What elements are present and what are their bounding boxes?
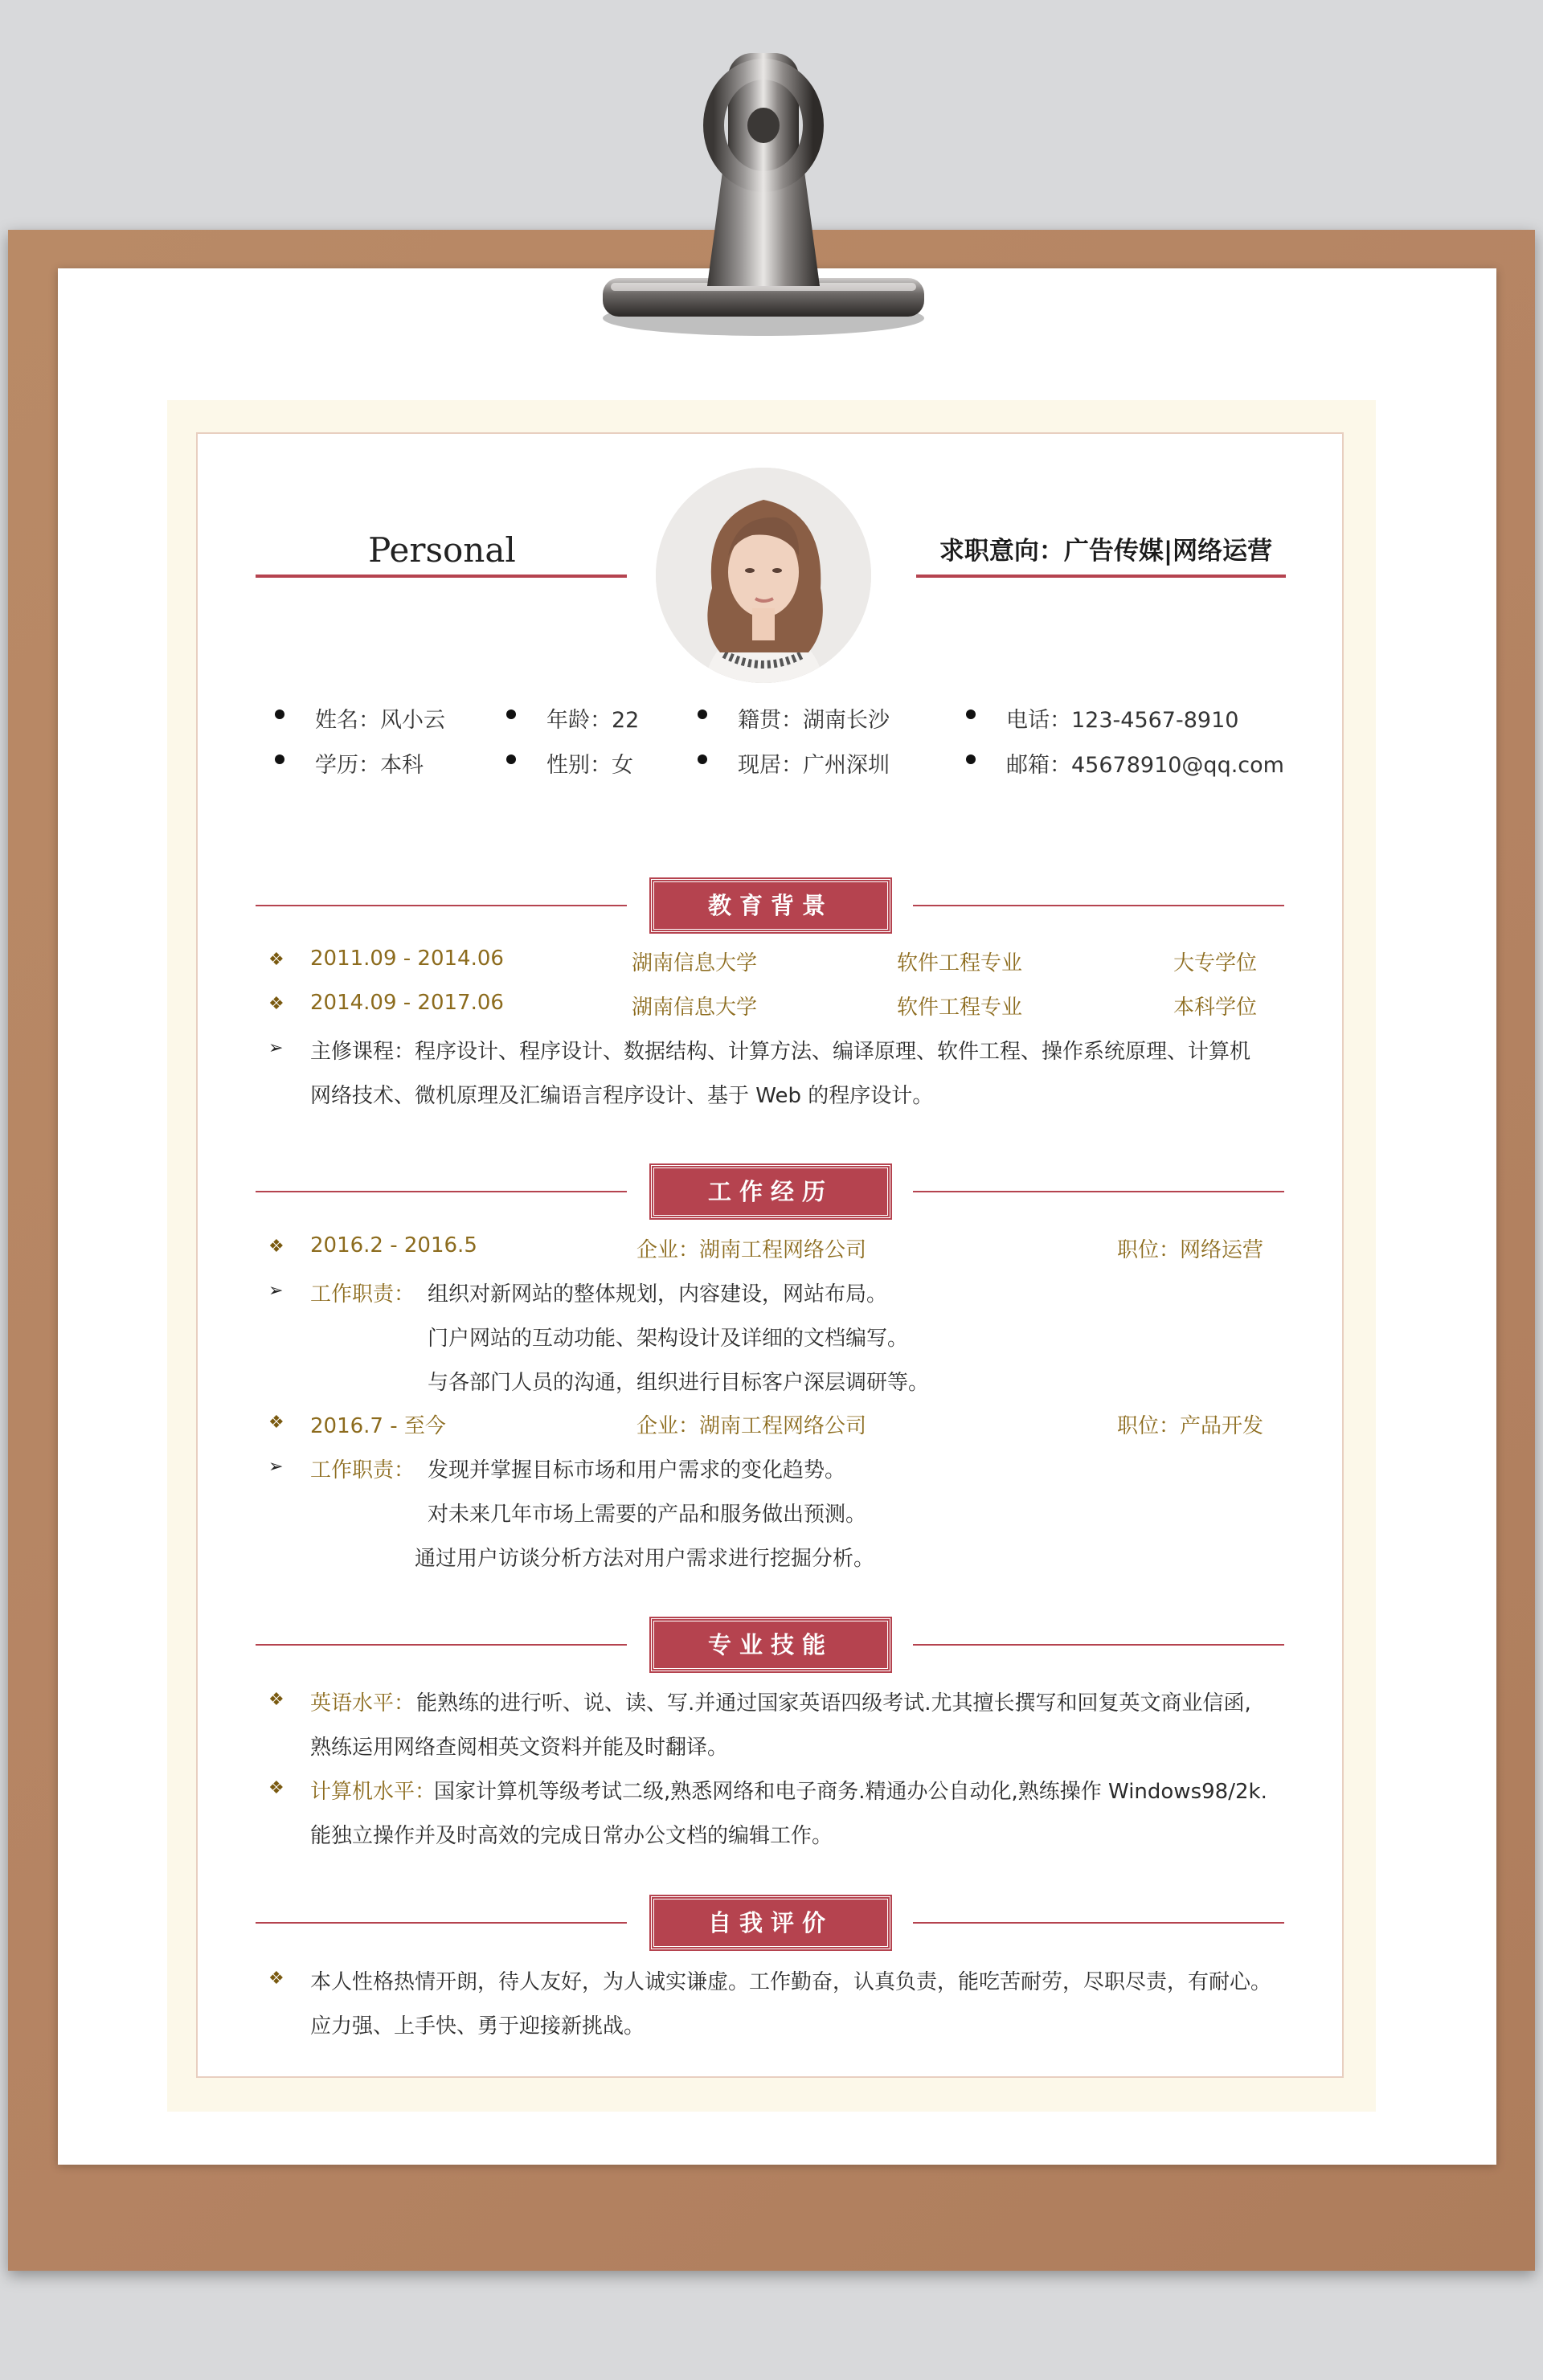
edu-school: 湖南信息大学 bbox=[632, 951, 758, 975]
skill-computer-line2: 能独立操作并及时高效的完成日常办公文档的编辑工作。 bbox=[310, 1824, 833, 1848]
info-residence: 现居：广州深圳 bbox=[738, 753, 890, 778]
section-line bbox=[256, 1644, 627, 1646]
diamond-cluster-icon: ❖ bbox=[268, 1237, 284, 1257]
info-gender: 性别：女 bbox=[546, 753, 633, 778]
diamond-cluster-icon: ❖ bbox=[268, 1778, 284, 1798]
section-line bbox=[913, 1644, 1284, 1646]
edu-period: 2014.09 - 2017.06 bbox=[310, 991, 504, 1015]
edu-major: 软件工程专业 bbox=[897, 996, 1023, 1020]
job-duty: 与各部门人员的沟通，组织进行目标客户深层调研等。 bbox=[428, 1371, 930, 1395]
job-duty-label: 工作职责： bbox=[310, 1458, 415, 1482]
diamond-cluster-icon: ❖ bbox=[268, 1969, 284, 1989]
edu-major: 软件工程专业 bbox=[897, 951, 1023, 975]
skill-english-label: 英语水平： bbox=[310, 1691, 415, 1715]
avatar bbox=[656, 468, 871, 683]
bullet-dot bbox=[275, 710, 284, 719]
info-email: 邮箱：45678910@qq.com bbox=[1006, 753, 1284, 778]
edu-degree: 本科学位 bbox=[1173, 996, 1258, 1020]
diamond-cluster-icon: ❖ bbox=[268, 1690, 284, 1710]
arrow-right-icon: ➢ bbox=[268, 1457, 284, 1477]
job-duty: 发现并掌握目标市场和用户需求的变化趋势。 bbox=[428, 1458, 846, 1482]
section-line bbox=[913, 905, 1284, 906]
diamond-cluster-icon: ❖ bbox=[268, 994, 284, 1014]
skill-english-line2: 熟练运用网络查阅相英文资料并能及时翻译。 bbox=[310, 1736, 729, 1760]
bullet-dot bbox=[698, 754, 707, 764]
skill-computer-label: 计算机水平： bbox=[310, 1780, 436, 1804]
bullet-dot bbox=[966, 710, 976, 719]
job-company: 企业：湖南工程网络公司 bbox=[636, 1414, 867, 1438]
section-line bbox=[913, 1922, 1284, 1924]
edu-courses-line1: 主修课程：程序设计、程序设计、数据结构、计算方法、编译原理、软件工程、操作系统原理、计算机 bbox=[310, 1040, 1251, 1064]
skill-computer-line1: 国家计算机等级考试二级,熟悉网络和电子商务.精通办公自动化,熟练操作 Windows98/2k. bbox=[434, 1780, 1267, 1804]
binder-clip-icon bbox=[579, 45, 948, 350]
edu-period: 2011.09 - 2014.06 bbox=[310, 947, 504, 971]
job-company: 企业：湖南工程网络公司 bbox=[636, 1238, 867, 1262]
edu-school: 湖南信息大学 bbox=[632, 996, 758, 1020]
job-intent: 求职意向：广告传媒|网络运营 bbox=[939, 537, 1273, 566]
self-eval-line2: 应力强、上手快、勇于迎接新挑战。 bbox=[310, 2014, 645, 2039]
section-title-self-eval: 自我评价 bbox=[651, 1896, 890, 1949]
job-duty: 组织对新网站的整体规划，内容建设，网站布局。 bbox=[428, 1282, 888, 1307]
info-hometown: 籍贯：湖南长沙 bbox=[738, 708, 890, 733]
section-line bbox=[256, 905, 627, 906]
section-title-work: 工作经历 bbox=[651, 1165, 890, 1218]
diamond-cluster-icon: ❖ bbox=[268, 1413, 284, 1433]
info-education: 学历：本科 bbox=[315, 753, 424, 778]
portrait-photo bbox=[656, 468, 871, 683]
section-title-skills: 专业技能 bbox=[651, 1618, 890, 1671]
job-duty: 门户网站的互动功能、架构设计及详细的文档编写。 bbox=[428, 1327, 909, 1351]
bullet-dot bbox=[506, 754, 516, 764]
self-eval-line1: 本人性格热情开朗，待人友好，为人诚实谦虚。工作勤奋，认真负责，能吃苦耐劳，尽职尽责，有耐心。 bbox=[310, 1970, 1272, 1994]
bullet-dot bbox=[506, 710, 516, 719]
bullet-dot bbox=[275, 754, 284, 764]
info-phone: 电话：123-4567-8910 bbox=[1006, 708, 1239, 733]
bullet-dot bbox=[966, 754, 976, 764]
section-title-education: 教育背景 bbox=[651, 879, 890, 932]
job-duty-label: 工作职责： bbox=[310, 1282, 415, 1307]
job-position: 职位：网络运营 bbox=[1117, 1238, 1264, 1262]
info-age: 年龄：22 bbox=[546, 708, 640, 733]
edu-degree: 大专学位 bbox=[1173, 951, 1258, 975]
heading-underline-left bbox=[256, 575, 627, 578]
bullet-dot bbox=[698, 710, 707, 719]
heading-underline-right bbox=[916, 575, 1286, 578]
personal-heading: Personal bbox=[368, 530, 516, 570]
job-period: 2016.2 - 2016.5 bbox=[310, 1233, 477, 1257]
section-line bbox=[256, 1922, 627, 1924]
info-name: 姓名：风小云 bbox=[315, 708, 445, 733]
job-duty: 对未来几年市场上需要的产品和服务做出预测。 bbox=[428, 1503, 867, 1527]
edu-courses-line2: 网络技术、微机原理及汇编语言程序设计、基于 Web 的程序设计。 bbox=[310, 1084, 934, 1108]
section-line bbox=[256, 1191, 627, 1192]
job-duty: 通过用户访谈分析方法对用户需求进行挖掘分析。 bbox=[415, 1547, 875, 1571]
section-line bbox=[913, 1191, 1284, 1192]
job-period: 2016.7 - 至今 bbox=[310, 1414, 446, 1438]
arrow-right-icon: ➢ bbox=[268, 1038, 284, 1058]
job-position: 职位：产品开发 bbox=[1117, 1414, 1264, 1438]
arrow-right-icon: ➢ bbox=[268, 1281, 284, 1301]
diamond-cluster-icon: ❖ bbox=[268, 950, 284, 970]
skill-english-line1: 能熟练的进行听、说、读、写.并通过国家英语四级考试.尤其擅长撰写和回复英文商业信函, bbox=[416, 1691, 1251, 1715]
